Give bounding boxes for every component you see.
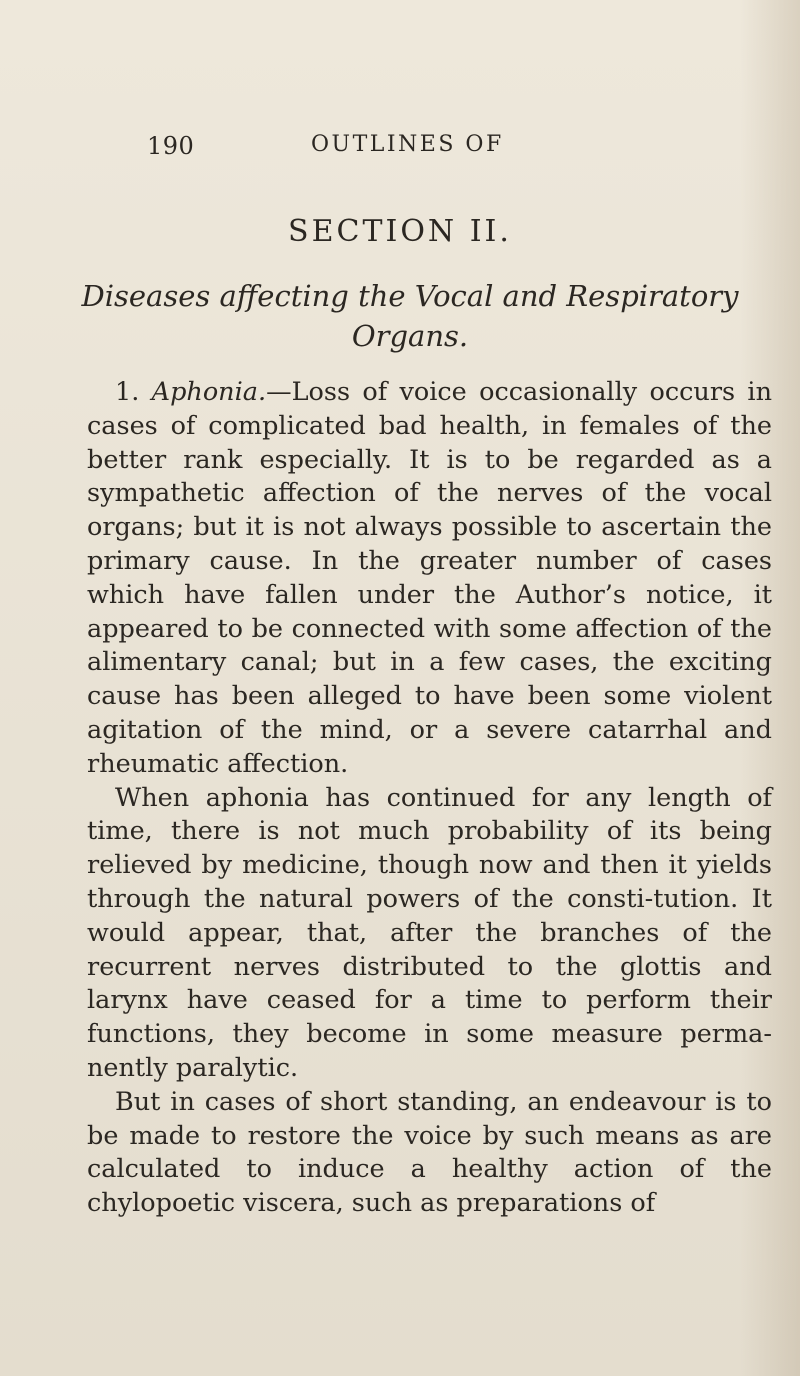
section-title: SECTION II.: [288, 214, 512, 249]
paragraph-text: When aphonia has continued for any length of time, there is not much probability of its being relieved by medicine, though now and then it yields through the natural powers of the consti-tution. It would appear, that, after the branches of the recurrent nerves distributed to the glottis and larynx have ceased for a time to perform their functions, they become in some measure perma-nently paralytic.: [87, 782, 772, 1083]
paragraph-aphonia: [87, 376, 772, 782]
paragraph-short-standing: [87, 1086, 772, 1221]
paragraph-text: —Loss of voice occasionally occurs in cases of complicated bad health, in females of the better rank especially. It is to be regarded as a sympathetic affection of the nerves of the vocal organs; but it is not always possible to ascertain the primary cause. In the greater number of cases which have fallen under the Author’s notice, it appeared to be connected with some affection of the alimentary canal; but in a few cases, the exciting cause has been alleged to have been some violent agitation of the mind, or a severe catarrhal and rheumatic affection.: [87, 377, 772, 779]
lead-term: Aphonia.: [151, 377, 267, 407]
paragraph-number: 1.: [115, 377, 140, 407]
body-text: [87, 376, 772, 1221]
section-subtitle: Diseases affecting the Vocal and Respiratory Organs.: [81, 279, 739, 353]
page-number: 190: [147, 132, 195, 160]
running-head: [147, 132, 647, 168]
paragraph-text: But in cases of short standing, an endeavour is to be made to restore the voice by such means as are calculated to induce a healthy action of the chylopoetic viscera, such as preparations of: [87, 1086, 772, 1219]
running-title: OUTLINES OF: [311, 132, 504, 157]
paragraph-continued-aphonia: [87, 782, 772, 1086]
